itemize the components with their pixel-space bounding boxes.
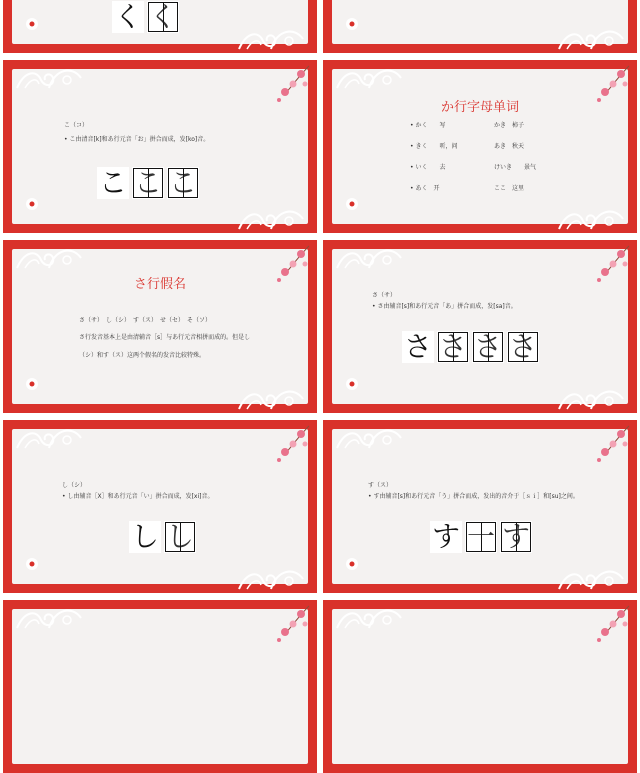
swirl-ornament-icon <box>335 604 405 630</box>
kana-boxed: さ <box>508 330 537 363</box>
kana-row <box>402 331 539 363</box>
kana-row <box>97 167 199 199</box>
kana-boxed: こ <box>168 166 197 199</box>
description-line-1: さ行发音基本上是由清辅音［s］与あ行元音相拼而成的。但是し <box>79 334 251 341</box>
slide-panel <box>332 609 628 764</box>
flower-icon <box>25 377 39 391</box>
kana-boxed: さ <box>438 330 467 363</box>
kana-plain: く <box>113 0 142 33</box>
kana-boxed: く <box>148 0 177 33</box>
plum-blossom-icon <box>271 64 311 104</box>
swirl-ornament-icon <box>335 64 405 90</box>
slide-panel <box>12 609 308 764</box>
swirl-ornament-icon <box>557 385 627 411</box>
slide-sa[interactable] <box>323 240 637 413</box>
slide-su[interactable] <box>323 420 637 593</box>
description: • す由辅音[s]和あ行元音「う」拼合而成，发出的音介于［ｓｉ］和[su]之间。 <box>368 492 579 502</box>
plum-blossom-icon <box>591 64 631 104</box>
description-line-2: （シ）和す（ス）这两个假名的发音比较特殊。 <box>79 352 206 359</box>
word-list <box>410 114 536 198</box>
plum-blossom-icon <box>271 424 311 464</box>
swirl-ornament-icon <box>237 385 307 411</box>
swirl-ornament-icon <box>335 244 405 270</box>
swirl-ornament-icon <box>557 25 627 51</box>
flower-icon <box>25 557 39 571</box>
kana-boxed: 一 <box>466 520 495 553</box>
slide-partial-left[interactable] <box>3 0 317 53</box>
flower-icon <box>345 17 359 31</box>
slide-panel <box>332 249 628 404</box>
kana-boxed: さ <box>473 330 502 363</box>
swirl-ornament-icon <box>237 565 307 591</box>
kana-list: さ（サ） し（シ） す（ス） せ（セ） そ（ソ） <box>79 317 212 324</box>
slide-panel <box>12 69 308 224</box>
slide-panel <box>332 69 628 224</box>
description: • し由辅音［X］和あ行元音「い」拼合而成，发[xi]音。 <box>62 492 213 502</box>
heading: し（シ） <box>62 482 87 489</box>
swirl-ornament-icon <box>237 25 307 51</box>
description: • さ由辅音[s]和あ行元音「あ」拼合而成，发[sa]音。 <box>372 302 517 312</box>
heading: こ（コ） <box>64 122 89 129</box>
swirl-ornament-icon <box>15 604 85 630</box>
description: • こ由清音[k]和あ行元音「お」拼合而成，发[ko]音。 <box>64 135 209 145</box>
word-row: • きく 听，问 あき 秋天 <box>410 135 536 156</box>
swirl-ornament-icon <box>335 424 405 450</box>
slide-ka-words[interactable] <box>323 60 637 233</box>
kana-plain: こ <box>98 166 127 199</box>
slide-partial-bottom-left[interactable] <box>3 600 317 773</box>
slide-panel <box>12 249 308 404</box>
slide-shi[interactable] <box>3 420 317 593</box>
plum-blossom-icon <box>271 244 311 284</box>
slide-ko[interactable] <box>3 60 317 233</box>
slide-sa-intro[interactable] <box>3 240 317 413</box>
kana-boxed: す <box>501 520 530 553</box>
word-row: • いく 去 けいき 景气 <box>410 156 536 177</box>
plum-blossom-icon <box>591 424 631 464</box>
plum-blossom-icon <box>271 604 311 644</box>
swirl-ornament-icon <box>237 205 307 231</box>
word-row: • かく 写 かき 柿子 <box>410 114 536 135</box>
kana-row <box>430 521 532 553</box>
swirl-ornament-icon <box>15 64 85 90</box>
kana-row <box>129 521 196 553</box>
swirl-ornament-icon <box>557 205 627 231</box>
heading: す（ス） <box>368 482 393 489</box>
plum-blossom-icon <box>591 604 631 644</box>
slide-title: か行字母单词 <box>440 100 519 115</box>
slide-title: さ行假名 <box>133 277 186 292</box>
kana-boxed: し <box>165 520 194 553</box>
heading: さ（サ） <box>372 292 397 299</box>
slide-partial-right[interactable] <box>323 0 637 53</box>
slide-partial-bottom-right[interactable] <box>323 600 637 773</box>
flower-icon <box>25 17 39 31</box>
kana-row <box>112 1 179 33</box>
word-row: • あく 开 ここ 这里 <box>410 177 536 198</box>
flower-icon <box>345 557 359 571</box>
swirl-ornament-icon <box>15 424 85 450</box>
kana-plain: さ <box>403 330 432 363</box>
slide-panel <box>12 429 308 584</box>
kana-plain: す <box>431 520 460 553</box>
slide-panel <box>332 429 628 584</box>
swirl-ornament-icon <box>557 565 627 591</box>
flower-icon <box>25 197 39 211</box>
swirl-ornament-icon <box>15 244 85 270</box>
plum-blossom-icon <box>591 244 631 284</box>
kana-plain: し <box>130 520 159 553</box>
kana-boxed: こ <box>133 166 162 199</box>
flower-icon <box>345 377 359 391</box>
flower-icon <box>345 197 359 211</box>
